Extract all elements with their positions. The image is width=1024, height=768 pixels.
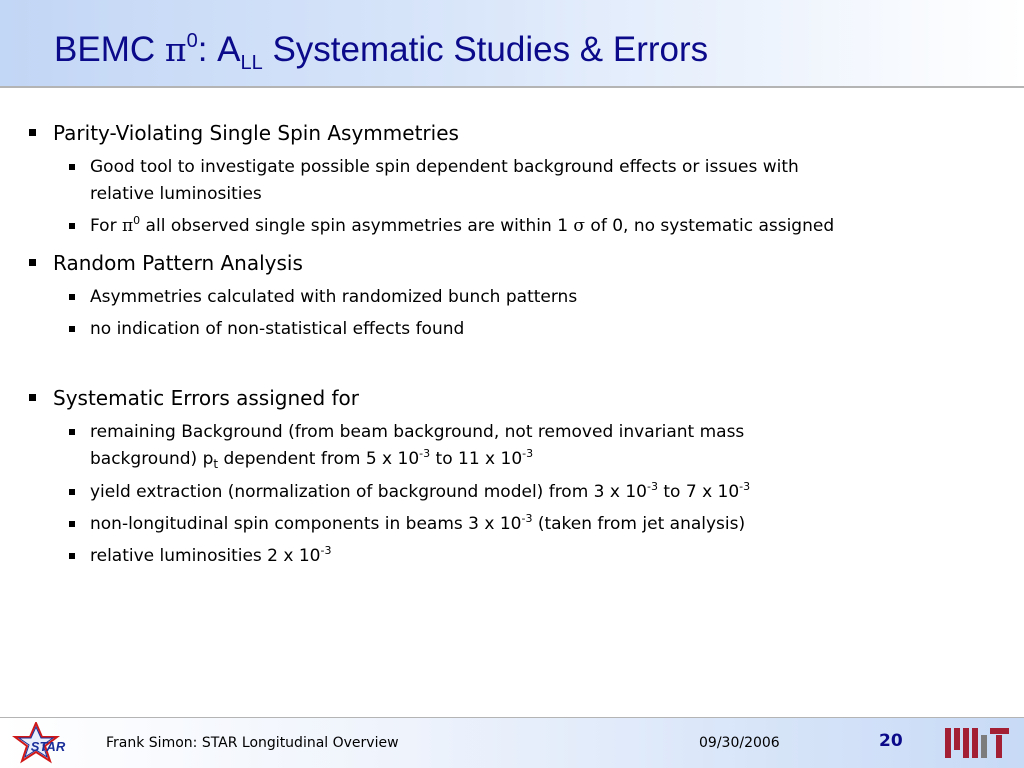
sub-bullet-square (69, 429, 75, 435)
bullet-sys-lumi: relative luminosities 2 x $10^{-3}$ (90, 544, 332, 566)
page-number: 20 (879, 731, 903, 751)
bullet-square (29, 129, 36, 136)
bullet-random-item2: no indication of non-statistical effects found (90, 319, 465, 339)
bullet-sys-bg-line2: background) $p_t$ dependent from 5 x $10^{-3}$ to 11 x $10^{-3}$ (90, 447, 534, 471)
bullet-pv-tool-line2: relative luminosities (90, 184, 262, 204)
sub-bullet-square (69, 553, 75, 559)
sub-bullet-square (69, 294, 75, 300)
title-divider (0, 86, 1024, 88)
sub-bullet-square (69, 489, 75, 495)
bullet-pv-tool-line1: Good tool to investigate possible spin dependent background effects or issues with (90, 157, 799, 177)
sub-bullet-square (69, 223, 75, 229)
bullet-pv-heading: Parity-Violating Single Spin Asymmetries (53, 121, 459, 145)
sub-bullet-square (69, 326, 75, 332)
bullet-pv-for: For $\pi^0$ all observed single spin asymmetries are within 1 σ of 0, no systematic assigned (90, 214, 835, 236)
mit-logo (944, 726, 1010, 758)
bullet-random-item1: Asymmetries calculated with randomized bunch patterns (90, 287, 578, 307)
bullet-square (29, 394, 36, 401)
footer-author: Frank Simon: STAR Longitudinal Overview (106, 735, 399, 751)
bullet-sys-nonlong: non-longitudinal spin components in beams 3 x $10^{-3}$ (taken from jet analysis) (90, 512, 746, 534)
bullet-square (29, 259, 36, 266)
sub-bullet-square (69, 521, 75, 527)
star-logo-text: STAR (30, 739, 66, 754)
bullet-sys-yield: yield extraction (normalization of background model) from 3 x $10^{-3}$ to 7 x $10^{-3}$ (90, 480, 751, 502)
slide-title: BEMC $\pi^0$: $A_{LL}$ Systematic Studies & Errors (54, 30, 709, 74)
sub-bullet-square (69, 164, 75, 170)
bullet-sys-bg-line1: remaining Background (from beam background, not removed invariant mass (90, 422, 745, 442)
bullet-random-heading: Random Pattern Analysis (53, 251, 303, 275)
footer-date: 09/30/2006 (699, 735, 780, 751)
bullet-sys-heading: Systematic Errors assigned for (53, 386, 359, 410)
star-icon (10, 722, 72, 766)
